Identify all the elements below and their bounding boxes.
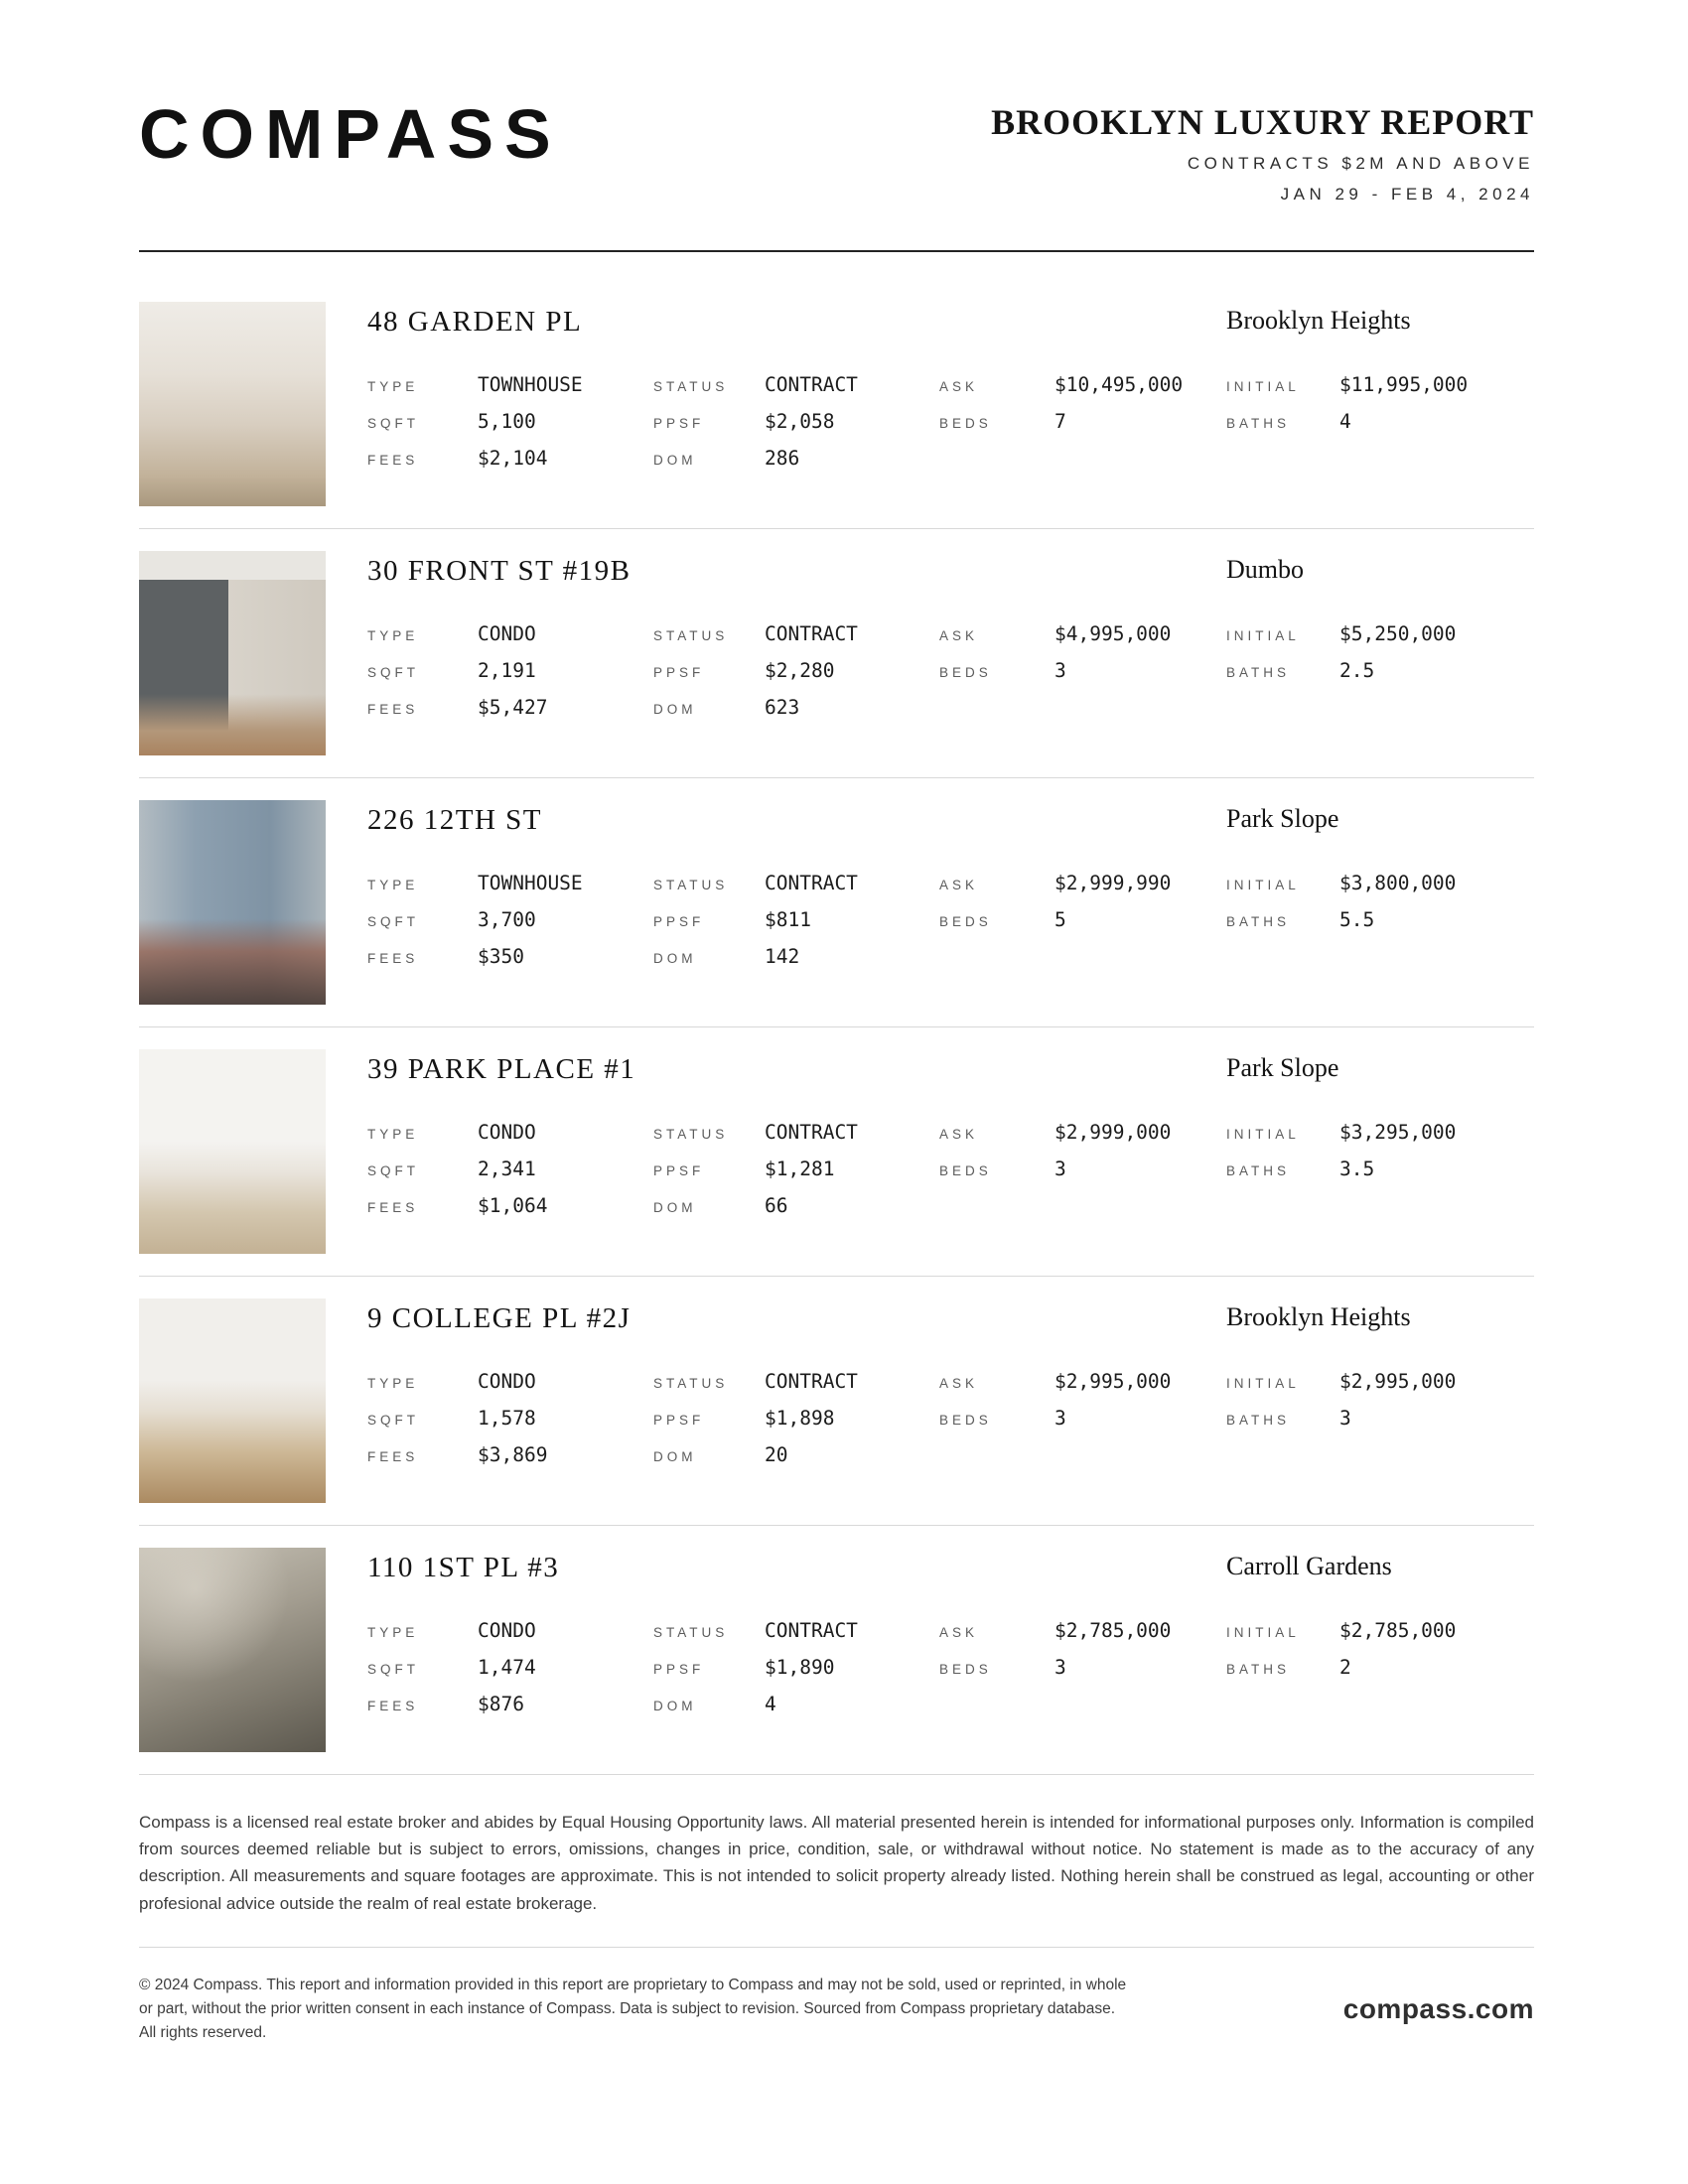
value-sqft: 1,578 (478, 1407, 536, 1430)
value-ask: $4,995,000 (1055, 622, 1172, 645)
report-subtitle: CONTRACTS $2M AND ABOVE (1187, 154, 1534, 173)
value-beds: 3 (1055, 1407, 1066, 1430)
value-ppsf: $1,890 (765, 1656, 835, 1679)
value-type: CONDO (478, 1121, 536, 1144)
label-type: TYPE (367, 1376, 419, 1391)
report-title-block (991, 99, 1534, 205)
listing-photo (139, 1548, 326, 1752)
copyright-text: © 2024 Compass. This report and information provided in this report are proprietary to Compass and may not be sold, used or reprinted, in whole or part, without the prior written consent in each instance of Compass. Data is subject to revision. Sourced from Compass proprietary database. All rights reserved. (139, 1976, 1127, 2041)
value-beds: 3 (1055, 659, 1066, 682)
label-dom: DOM (653, 453, 697, 468)
label-sqft: SQFT (367, 1662, 419, 1677)
label-ask: ASK (939, 1127, 979, 1142)
label-status: STATUS (653, 878, 729, 892)
label-ask: ASK (939, 1625, 979, 1640)
value-dom: 142 (765, 945, 800, 968)
value-status: CONTRACT (765, 1121, 858, 1144)
listing (139, 778, 1534, 1027)
value-ask: $2,999,990 (1055, 872, 1172, 894)
label-beds: BEDS (939, 914, 992, 929)
value-initial: $3,800,000 (1339, 872, 1457, 894)
label-initial: INITIAL (1226, 1625, 1300, 1640)
label-ppsf: PPSF (653, 1662, 705, 1677)
label-status: STATUS (653, 1625, 729, 1640)
listing-data-grid (367, 871, 1534, 972)
label-beds: BEDS (939, 665, 992, 680)
listing-photo (139, 1298, 326, 1503)
value-beds: 7 (1055, 410, 1066, 433)
value-initial: $11,995,000 (1339, 373, 1469, 396)
value-fees: $5,427 (478, 696, 548, 719)
value-initial: $2,785,000 (1339, 1619, 1457, 1642)
value-dom: 286 (765, 447, 800, 470)
value-dom: 623 (765, 696, 800, 719)
value-type: TOWNHOUSE (478, 373, 583, 396)
value-type: CONDO (478, 622, 536, 645)
value-ppsf: $2,058 (765, 410, 835, 433)
listing-photo (139, 551, 326, 755)
listing-address: 30 FRONT ST #19B (367, 555, 632, 587)
value-initial: $2,995,000 (1339, 1370, 1457, 1393)
label-fees: FEES (367, 453, 419, 468)
label-fees: FEES (367, 951, 419, 966)
value-baths: 4 (1339, 410, 1351, 433)
listing-neighborhood: Dumbo (1226, 555, 1304, 584)
label-dom: DOM (653, 1449, 697, 1464)
value-beds: 5 (1055, 908, 1066, 931)
value-beds: 3 (1055, 1656, 1066, 1679)
value-initial: $3,295,000 (1339, 1121, 1457, 1144)
label-type: TYPE (367, 379, 419, 394)
disclaimer-text: Compass is a licensed real estate broker and abides by Equal Housing Opportunity laws. All material presented herein is intended for informational purposes only. Information is compiled from sources deemed reliable but is subject to errors, omissions, changes in price, condition, sale, or withdrawal without notice. No statement is made as to the accuracy of any description. All measurements and square footages are approximate. This is not intended to solicit property already listed. Nothing herein shall be construed as legal, accounting or other profesional advice outside the realm of real estate brokerage. (139, 1813, 1534, 1913)
label-fees: FEES (367, 1699, 419, 1713)
label-baths: BATHS (1226, 914, 1291, 929)
label-ppsf: PPSF (653, 1163, 705, 1178)
listing-data-grid (367, 1618, 1534, 1719)
compass-logo: COMPASS (139, 95, 562, 173)
listing (139, 1027, 1534, 1277)
listing-content (367, 800, 1534, 1005)
label-baths: BATHS (1226, 1163, 1291, 1178)
label-initial: INITIAL (1226, 379, 1300, 394)
listing-neighborhood: Brooklyn Heights (1226, 1302, 1411, 1331)
label-dom: DOM (653, 1200, 697, 1215)
value-ask: $2,995,000 (1055, 1370, 1172, 1393)
label-sqft: SQFT (367, 416, 419, 431)
listing (139, 280, 1534, 529)
listing-neighborhood: Park Slope (1226, 804, 1339, 833)
label-initial: INITIAL (1226, 878, 1300, 892)
value-fees: $876 (478, 1693, 524, 1715)
label-ask: ASK (939, 878, 979, 892)
label-dom: DOM (653, 702, 697, 717)
label-sqft: SQFT (367, 1413, 419, 1428)
value-ppsf: $811 (765, 908, 811, 931)
label-dom: DOM (653, 951, 697, 966)
label-beds: BEDS (939, 1163, 992, 1178)
footer-divider (139, 1947, 1534, 1948)
value-type: CONDO (478, 1619, 536, 1642)
label-type: TYPE (367, 1625, 419, 1640)
value-status: CONTRACT (765, 872, 858, 894)
value-baths: 2 (1339, 1656, 1351, 1679)
label-ppsf: PPSF (653, 1413, 705, 1428)
value-sqft: 2,191 (478, 659, 536, 682)
label-sqft: SQFT (367, 914, 419, 929)
compass-website: compass.com (1342, 1992, 1534, 2024)
value-status: CONTRACT (765, 1619, 858, 1642)
label-sqft: SQFT (367, 1163, 419, 1178)
label-type: TYPE (367, 628, 419, 643)
value-initial: $5,250,000 (1339, 622, 1457, 645)
value-ppsf: $2,280 (765, 659, 835, 682)
value-beds: 3 (1055, 1158, 1066, 1180)
listing-content (367, 551, 1534, 755)
listing-data-grid (367, 1120, 1534, 1221)
listing-photo (139, 800, 326, 1005)
label-ppsf: PPSF (653, 665, 705, 680)
label-ask: ASK (939, 628, 979, 643)
value-dom: 20 (765, 1443, 788, 1466)
report-header (139, 95, 1534, 252)
label-initial: INITIAL (1226, 628, 1300, 643)
value-ppsf: $1,898 (765, 1407, 835, 1430)
listing-address: 48 GARDEN PL (367, 306, 583, 338)
label-fees: FEES (367, 1200, 419, 1215)
listing-address: 226 12TH ST (367, 804, 542, 836)
value-ask: $2,999,000 (1055, 1121, 1172, 1144)
label-fees: FEES (367, 1449, 419, 1464)
value-dom: 66 (765, 1194, 788, 1217)
listing (139, 529, 1534, 778)
listing (139, 1277, 1534, 1526)
value-fees: $3,869 (478, 1443, 548, 1466)
value-ask: $10,495,000 (1055, 373, 1184, 396)
label-beds: BEDS (939, 1413, 992, 1428)
value-fees: $350 (478, 945, 524, 968)
value-status: CONTRACT (765, 1370, 858, 1393)
value-status: CONTRACT (765, 622, 858, 645)
listing-neighborhood: Carroll Gardens (1226, 1552, 1392, 1580)
listing-content (367, 302, 1534, 506)
value-baths: 2.5 (1339, 659, 1375, 682)
label-dom: DOM (653, 1699, 697, 1713)
label-initial: INITIAL (1226, 1376, 1300, 1391)
value-ppsf: $1,281 (765, 1158, 835, 1180)
label-status: STATUS (653, 379, 729, 394)
listing-address: 110 1ST PL #3 (367, 1552, 560, 1583)
label-sqft: SQFT (367, 665, 419, 680)
label-baths: BATHS (1226, 665, 1291, 680)
listing-data-grid (367, 372, 1534, 474)
value-sqft: 1,474 (478, 1656, 536, 1679)
report-title: BROOKLYN LUXURY REPORT (991, 102, 1534, 142)
value-type: CONDO (478, 1370, 536, 1393)
value-baths: 3.5 (1339, 1158, 1375, 1180)
listing-photo (139, 302, 326, 506)
value-sqft: 2,341 (478, 1158, 536, 1180)
label-ppsf: PPSF (653, 416, 705, 431)
label-status: STATUS (653, 1376, 729, 1391)
listing (139, 1526, 1534, 1775)
listings-section (139, 280, 1534, 1775)
report-footer (139, 1809, 1534, 2045)
label-ask: ASK (939, 379, 979, 394)
label-type: TYPE (367, 878, 419, 892)
value-dom: 4 (765, 1693, 776, 1715)
listing-neighborhood: Brooklyn Heights (1226, 306, 1411, 335)
label-type: TYPE (367, 1127, 419, 1142)
value-fees: $1,064 (478, 1194, 548, 1217)
footer-bottom (139, 1974, 1534, 2045)
value-sqft: 5,100 (478, 410, 536, 433)
label-beds: BEDS (939, 1662, 992, 1677)
listing-content (367, 1298, 1534, 1503)
label-baths: BATHS (1226, 1413, 1291, 1428)
listing-content (367, 1049, 1534, 1254)
listing-address: 39 PARK PLACE #1 (367, 1053, 636, 1085)
label-status: STATUS (653, 628, 729, 643)
listing-data-grid (367, 1369, 1534, 1470)
report-date-range: JAN 29 - FEB 4, 2024 (1280, 185, 1534, 204)
listing-neighborhood: Park Slope (1226, 1053, 1339, 1082)
value-baths: 3 (1339, 1407, 1351, 1430)
label-baths: BATHS (1226, 416, 1291, 431)
label-initial: INITIAL (1226, 1127, 1300, 1142)
label-fees: FEES (367, 702, 419, 717)
label-ppsf: PPSF (653, 914, 705, 929)
value-sqft: 3,700 (478, 908, 536, 931)
value-type: TOWNHOUSE (478, 872, 583, 894)
label-baths: BATHS (1226, 1662, 1291, 1677)
label-status: STATUS (653, 1127, 729, 1142)
listing-photo (139, 1049, 326, 1254)
listing-address: 9 COLLEGE PL #2J (367, 1302, 632, 1334)
listing-data-grid (367, 621, 1534, 723)
value-baths: 5.5 (1339, 908, 1375, 931)
label-ask: ASK (939, 1376, 979, 1391)
listing-content (367, 1548, 1534, 1752)
value-ask: $2,785,000 (1055, 1619, 1172, 1642)
label-beds: BEDS (939, 416, 992, 431)
value-fees: $2,104 (478, 447, 548, 470)
value-status: CONTRACT (765, 373, 858, 396)
